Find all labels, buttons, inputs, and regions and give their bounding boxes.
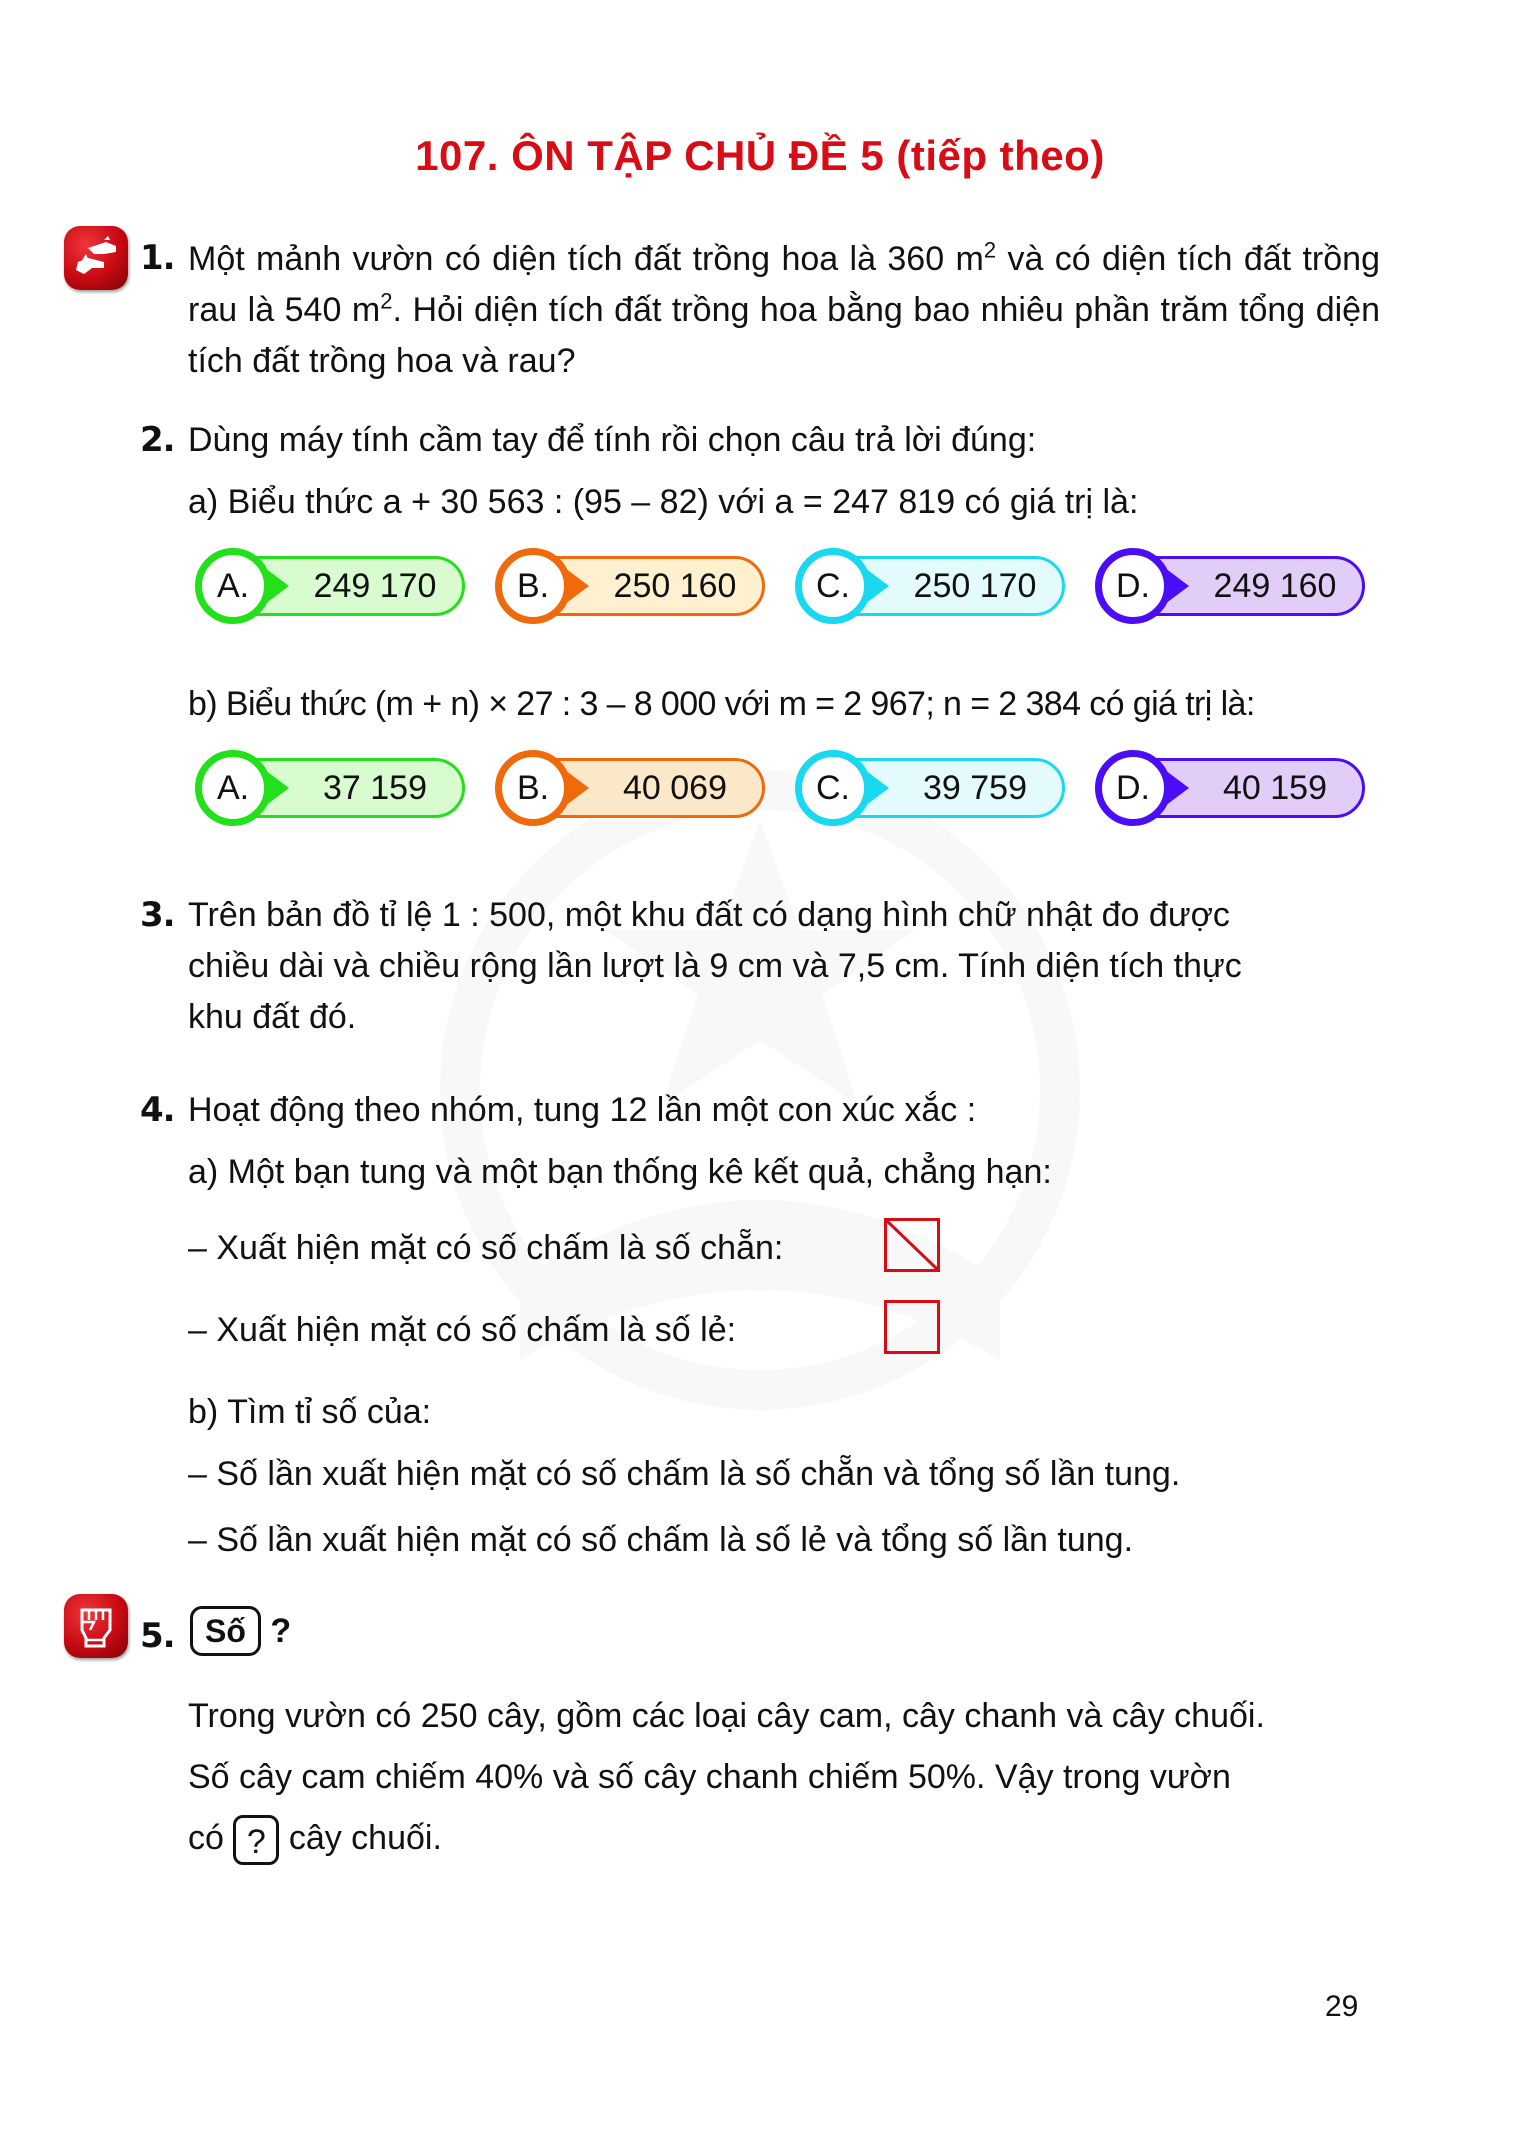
- q2a-text: a) Biểu thức a + 30 563 : (95 – 82) với a = 247 819 có giá trị là:: [188, 483, 1139, 521]
- q4a-text: a) Một bạn tung và một bạn thống kê kết quả, chẳng hạn:: [188, 1153, 1052, 1191]
- q4-number: 4.: [140, 1090, 175, 1130]
- q5-text: Trong vườn có 250 cây, gồm các loại cây cam, cây chanh và cây chuối. Số cây cam chiếm 40% và số cây chanh chiếm 50%. Vậy trong vườn có ? cây chuối.: [188, 1686, 1380, 1869]
- q2a-option-d[interactable]: D. 249 160: [1095, 546, 1371, 626]
- q5-number: 5.: [140, 1616, 175, 1656]
- fist-icon: [70, 1600, 122, 1652]
- hands-icon: [70, 232, 122, 284]
- q2b-text: b) Biểu thức (m + n) × 27 : 3 – 8 000 với m = 2 967; n = 2 384 có giá trị là:: [188, 685, 1255, 723]
- q2b-option-c[interactable]: C. 39 759: [795, 748, 1071, 828]
- q4a-odd-label: – Xuất hiện mặt có số chấm là số lẻ:: [188, 1311, 737, 1349]
- q1-text: Một mảnh vườn có diện tích đất trồng hoa là 360 $m^2$ và có diện tích đất trồng rau là 540 $m^2$. Hỏi diện tích đất trồng hoa bằng bao nhiêu phần trăm tổng diện tích đất trồng hoa và rau?: [188, 237, 1380, 380]
- q2b-options: [195, 748, 1375, 828]
- q2a-option-b[interactable]: B. 250 160: [495, 546, 771, 626]
- q4-text: Hoạt động theo nhóm, tung 12 lần một con xúc xắc :: [188, 1091, 977, 1129]
- q2b-option-d[interactable]: D. 40 159: [1095, 748, 1371, 828]
- q3-number: 3.: [140, 895, 175, 935]
- q5-heading: [190, 1606, 291, 1656]
- even-tally-box: [884, 1218, 940, 1272]
- q4b-item-1: – Số lần xuất hiện mặt có số chấm là số chẵn và tổng số lần tung.: [188, 1455, 1181, 1493]
- q2-text: Dùng máy tính cầm tay để tính rồi chọn câu trả lời đúng:: [188, 421, 1037, 459]
- page-number: 29: [1325, 1990, 1359, 2023]
- q5-badge: [64, 1594, 128, 1658]
- answer-blank[interactable]: ?: [233, 1815, 279, 1865]
- q4b-item-2: – Số lần xuất hiện mặt có số chấm là số lẻ và tổng số lần tung.: [188, 1521, 1134, 1559]
- q2a-option-c[interactable]: C. 250 170: [795, 546, 1071, 626]
- q1-number: 1.: [140, 238, 175, 278]
- q2b-option-a[interactable]: A. 37 159: [195, 748, 471, 828]
- q1-badge: [64, 226, 128, 290]
- tally-mark-icon: [887, 1221, 937, 1269]
- q2a-options: [195, 546, 1375, 626]
- page-title: 107. ÔN TẬP CHỦ ĐỀ 5 (tiếp theo): [415, 132, 1105, 179]
- so-box: Số: [190, 1606, 261, 1656]
- odd-tally-box: [884, 1300, 940, 1354]
- q4b-text: b) Tìm tỉ số của:: [188, 1393, 432, 1431]
- q5-question-mark: ?: [270, 1612, 292, 1650]
- q4a-even-label: – Xuất hiện mặt có số chấm là số chẵn:: [188, 1229, 784, 1267]
- q3-text: Trên bản đồ tỉ lệ 1 : 500, một khu đất có dạng hình chữ nhật đo được chiều dài và chiều rộng lần lượt là 9 cm và 7,5 cm. Tính diện tích thực khu đất đó.: [188, 896, 1242, 1036]
- q2-number: 2.: [140, 420, 175, 460]
- q2b-option-b[interactable]: B. 40 069: [495, 748, 771, 828]
- q2a-option-a[interactable]: A. 249 170: [195, 546, 471, 626]
